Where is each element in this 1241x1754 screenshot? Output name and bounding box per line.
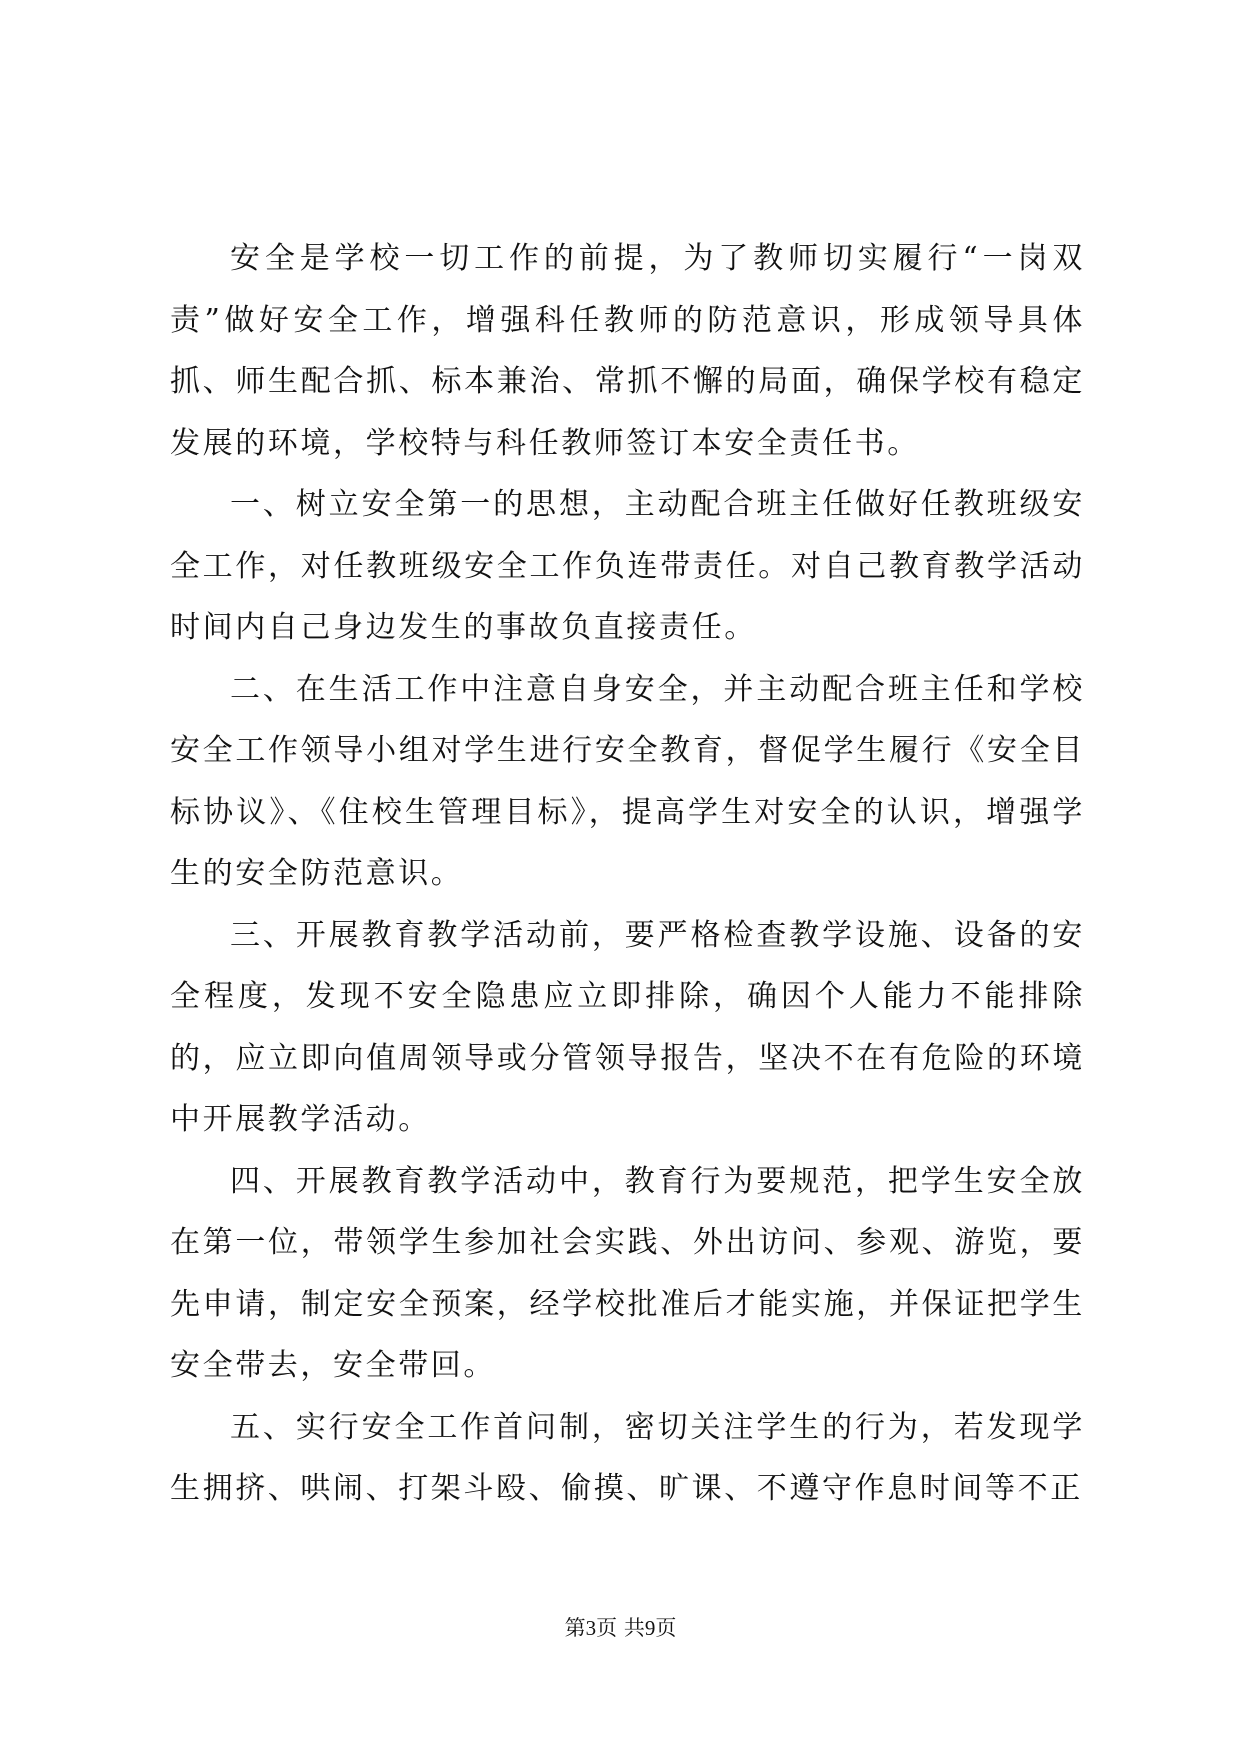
paragraph-clause-4: 四、开展教育教学活动中，教育行为要规范，把学生安全放在第一位，带领学生参加社会实践、外出访问、参观、游览，要先申请，制定安全预案，经学校批准后才能实施，并保证把学生安全带去，安全带回。 bbox=[170, 1163, 1085, 1383]
page-footer bbox=[0, 1613, 1241, 1643]
paragraph-clause-3: 三、开展教育教学活动前，要严格检查教学设施、设备的安全程度，发现不安全隐患应立即排除，确因个人能力不能排除的，应立即向值周领导或分管领导报告，坚决不在有危险的环境中开展教学活动。 bbox=[170, 917, 1085, 1137]
total-page-number: 9 bbox=[644, 1616, 656, 1640]
document-body bbox=[170, 228, 1085, 1520]
paragraph-clause-2: 二、在生活工作中注意自身安全，并主动配合班主任和学校安全工作领导小组对学生进行安全教育，督促学生履行《安全目标协议》、《住校生管理目标》，提高学生对安全的认识，增强学生的安全防范意识。 bbox=[170, 671, 1085, 891]
page-suffix: 页 bbox=[655, 1616, 677, 1640]
paragraph-intro: 安全是学校一切工作的前提，为了教师切实履行“一岗双责”做好安全工作，增强科任教师的防范意识，形成领导具体抓、师生配合抓、标本兼治、常抓不懈的局面，确保学校有稳定发展的环境，学校特与科任教师签订本安全责任书。 bbox=[170, 241, 1085, 461]
paragraph-clause-5: 五、实行安全工作首问制，密切关注学生的行为，若发现学生拥挤、哄闹、打架斗殴、偷摸、旷课、不遵守作息时间等不正 bbox=[170, 1409, 1085, 1506]
page-prefix: 第 bbox=[564, 1616, 586, 1640]
paragraph-clause-1: 一、树立安全第一的思想，主动配合班主任做好任教班级安全工作，对任教班级安全工作负连带责任。对自己教育教学活动时间内自己身边发生的事故负直接责任。 bbox=[170, 487, 1085, 645]
page-mid: 页 共 bbox=[596, 1616, 645, 1640]
current-page-number: 3 bbox=[585, 1616, 597, 1640]
